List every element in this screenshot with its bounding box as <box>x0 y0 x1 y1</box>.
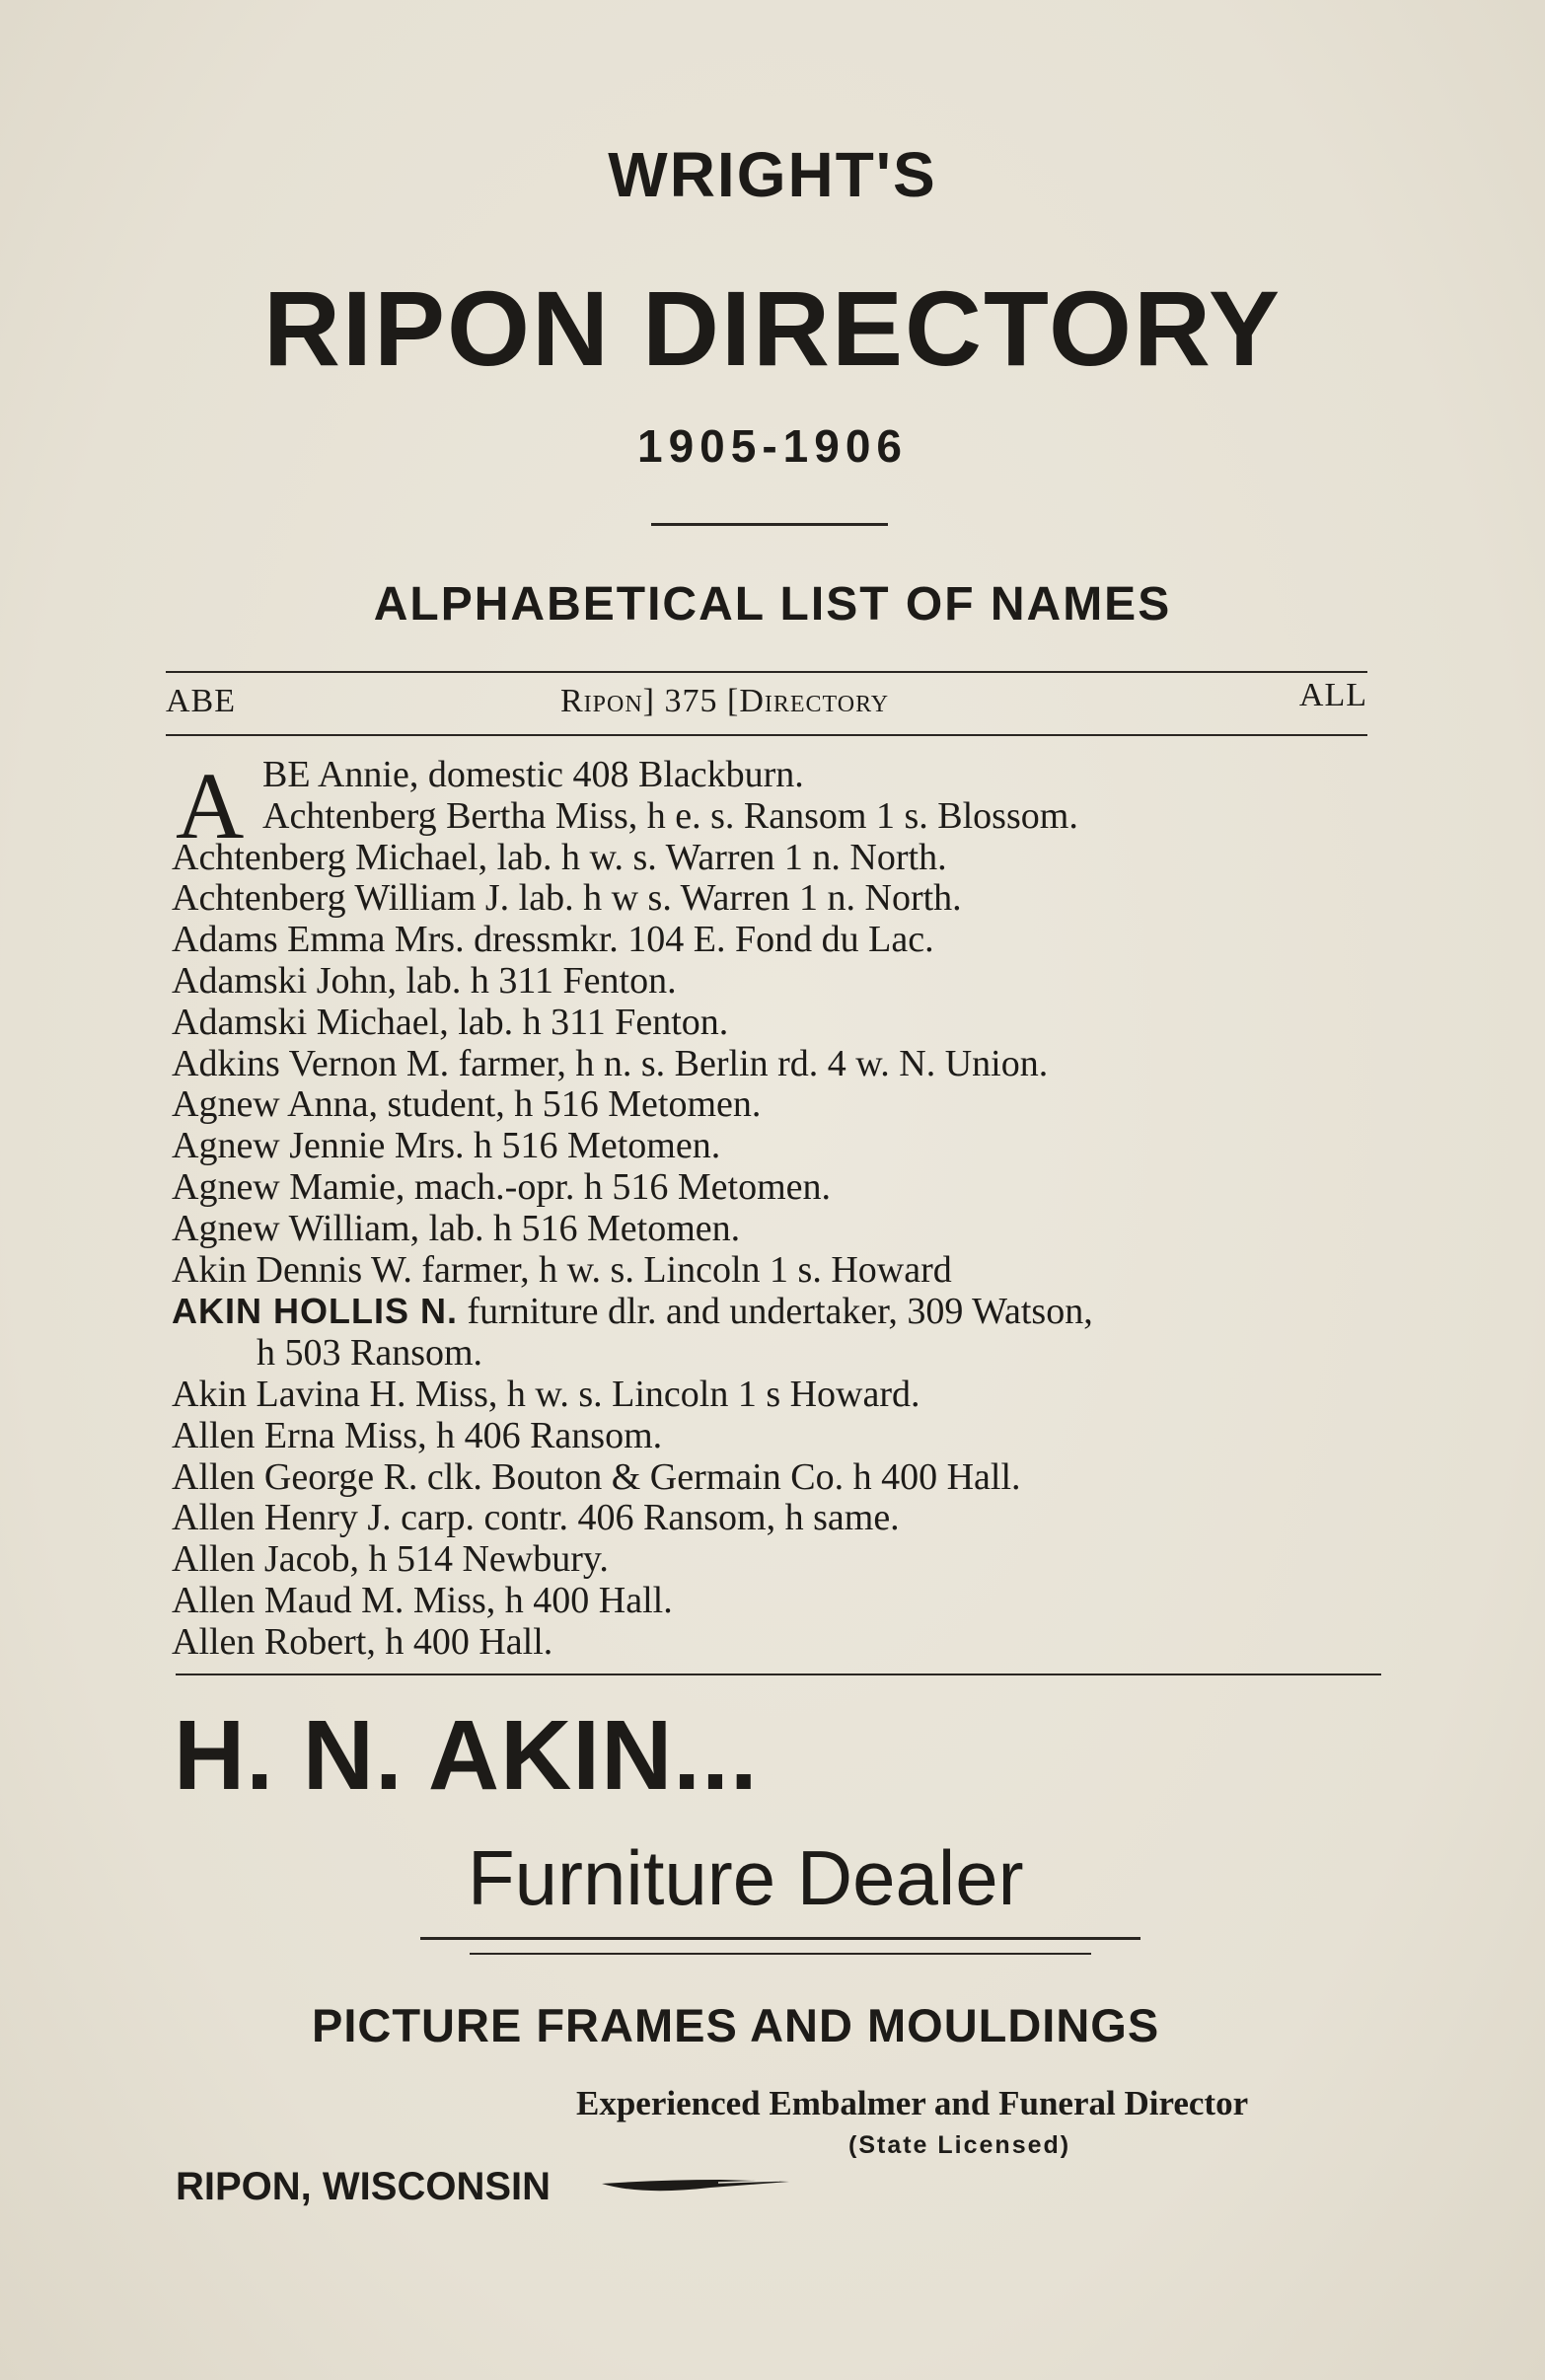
running-head-center: Ripon] 375 [Directory <box>560 683 890 719</box>
list-item: Allen Henry J. carp. contr. 406 Ransom, h same. <box>172 1497 900 1539</box>
list-item: Allen George R. clk. Bouton & Germain Co. h 400 Hall. <box>172 1455 1021 1498</box>
bold-name: AKIN HOLLIS N. <box>172 1291 458 1332</box>
list-item: Allen Erna Miss, h 406 Ransom. <box>172 1414 663 1456</box>
bold-entry-text: furniture dlr. and undertaker, 309 Watson, <box>467 1291 1093 1333</box>
list-item-continuation: h 503 Ransom. <box>257 1332 483 1375</box>
list-item: Adamski John, lab. h 311 Fenton. <box>172 959 677 1002</box>
name-list <box>172 755 1395 1664</box>
list-item: Agnew Anna, student, h 516 Metomen. <box>172 1083 762 1126</box>
list-item: Adamski Michael, lab. h 311 Fenton. <box>172 1001 729 1043</box>
advert-licensed: (State Licensed) <box>848 2131 1071 2159</box>
list-item: BE Annie, domestic 408 Blackburn. <box>262 754 804 795</box>
list-item: Akin Dennis W. farmer, h w. s. Lincoln 1 s. Howard <box>172 1248 952 1291</box>
list-item: Adams Emma Mrs. dressmkr. 104 E. Fond du Lac. <box>172 919 934 961</box>
advert-service: Experienced Embalmer and Funeral Director <box>576 2084 1249 2122</box>
list-item: Agnew Mamie, mach.-opr. h 516 Metomen. <box>172 1165 832 1208</box>
years: 1905-1906 <box>637 420 908 472</box>
running-head-left: ABE <box>166 683 236 719</box>
list-heading: ALPHABETICAL LIST OF NAMES <box>373 578 1172 631</box>
list-item: Agnew William, lab. h 516 Metomen. <box>172 1207 741 1249</box>
advert-city: RIPON, WISCONSIN <box>176 2165 552 2208</box>
list-item: Allen Jacob, h 514 Newbury. <box>172 1538 609 1581</box>
flourish-icon <box>602 2174 789 2199</box>
advert-trade-rule-2 <box>470 1953 1091 1955</box>
list-item: Allen Robert, h 400 Hall. <box>172 1620 553 1663</box>
list-item: Achtenberg William J. lab. h w s. Warren 1 n. North. <box>172 877 962 920</box>
advert-trade: Furniture Dealer <box>468 1834 1024 1921</box>
advert-name: H. N. AKIN... <box>174 1700 759 1811</box>
list-item: Achtenberg Michael, lab. h w. s. Warren 1 n. North. <box>172 836 947 878</box>
advert-products: PICTURE FRAMES AND MOULDINGS <box>312 1999 1160 2051</box>
list-item: Adkins Vernon M. farmer, h n. s. Berlin rd. 4 w. N. Union. <box>172 1042 1049 1084</box>
list-item-bold <box>172 1291 1395 1333</box>
divider <box>651 523 888 526</box>
list-item: Allen Maud M. Miss, h 400 Hall. <box>172 1579 673 1621</box>
page-title: RIPON DIRECTORY <box>262 268 1283 388</box>
list-item: Akin Lavina H. Miss, h w. s. Lincoln 1 s Howard. <box>172 1373 920 1415</box>
running-head-right: ALL <box>1298 677 1367 713</box>
running-head-bottom-rule <box>166 734 1367 736</box>
list-item: Agnew Jennie Mrs. h 516 Metomen. <box>172 1125 721 1167</box>
drop-cap: A <box>176 753 245 858</box>
running-head-top-rule <box>166 671 1367 673</box>
advert-top-rule <box>176 1673 1381 1675</box>
running-head <box>166 677 1367 732</box>
list-item: Achtenberg Bertha Miss, h e. s. Ransom 1 s. Blossom. <box>262 794 1078 837</box>
advert-trade-rule <box>420 1937 1140 1940</box>
title-small: WRIGHT'S <box>608 139 937 210</box>
